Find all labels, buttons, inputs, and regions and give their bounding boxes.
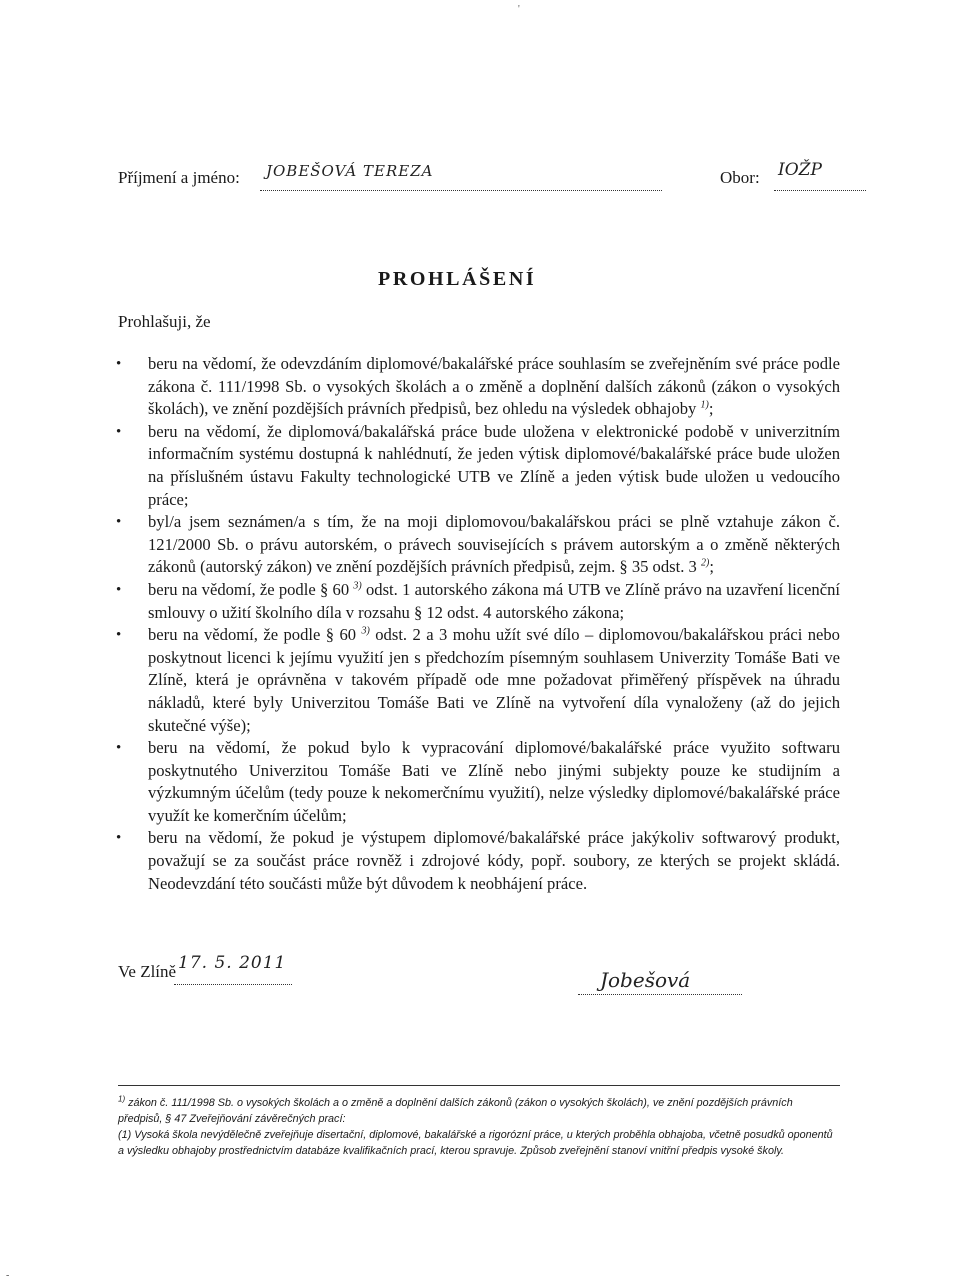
list-item: • beru na vědomí, že podle § 60 $^{3)}$ odst. 2 a 3 mohu užít své dílo – diplomovou/bakalářskou práci nebo poskytnout licenci k jejímu využití jen s předchozím písemným souhlasem Univerzity Tomáše Bati ve Zlíně, která je oprávněna v takovém případě ode mne požadovat přiměřený příspěvek na úhradu nákladů, které byly Univerzitou Tomáše Bati ve Zlíně na vytvoření díla vynaloženy (až do jejich skutečné výše); xyxy=(116,624,840,737)
document-title: PROHLÁŠENÍ xyxy=(378,268,537,290)
field-label: Obor: xyxy=(720,168,760,187)
place-label: Ve Zlíně xyxy=(118,962,177,981)
date-handwritten: 17. 5. 2011 xyxy=(178,953,287,973)
list-item: • beru na vědomí, že odevzdáním diplomové/bakalářské práce souhlasím se zveřejněním své práce podle zákona č. 111/1998 Sb. o vysokých školách a o změně a doplnění dalších zákonů (zákon o vysokých školách), ve znění pozdějších právních předpisů, bez ohledu na výsledek obhajoby $^{1)}$; xyxy=(116,353,840,421)
list-item: • beru na vědomí, že diplomová/bakalářská práce bude uložena v elektronické podobě v univerzitním informačním systému dostupná k nahlédnutí, že jeden výtisk diplomové/bakalářské práce bude uložen na příslušném ústavu Fakulty technologické UTB ve Zlíně a jeden výtisk bude uložen u vedoucího práce; xyxy=(116,421,840,511)
intro-text: Prohlašuji, že xyxy=(118,312,211,331)
field-handwritten: IOŽP xyxy=(778,160,822,180)
scan-speck-mark: - xyxy=(6,1270,10,1281)
list-item: • beru na vědomí, že pokud bylo k vypracování diplomové/bakalářské práce využito softwaru poskytnutého Univerzitou Tomáše Bati ve Zlíně nebo jinými subjekty pouze ke studijním a výzkumným účelům (tedy pouze k nekomerčnímu využití), nelze výsledky diplomové/bakalářské práce využít ke komerčním účelům; xyxy=(116,737,840,827)
footnote-1-continuation: (1) Vysoká škola nevýdělečně zveřejňuje disertační, diplomové, bakalářské a rigorózní práce, u kterých proběhla obhajoba, včetně posudků oponentů a výsledku obhajoby prostřednictvím databáze kvalifikačních prací, kterou spravuje. Způsob zveřejnění stanoví vnitřní předpis vysoké školy. xyxy=(118,1129,833,1157)
list-item: • byl/a jsem seznámen/a s tím, že na moji diplomovou/bakalářskou práci se plně vztahuje zákon č. 121/2000 Sb. o právu autorském, o právech souvisejících s právem autorským a o změně některých zákonů (autorský zákon) ve znění pozdějších právních předpisů, zejm. § 35 odst. 3 $^{2)}$; xyxy=(116,511,840,579)
signature-handwritten: Jobešová xyxy=(600,968,691,992)
name-label: Příjmení a jméno: xyxy=(118,168,240,187)
list-item: • beru na vědomí, že podle § 60 $^{3)}$ odst. 1 autorského zákona má UTB ve Zlíně právo na uzavření licenční smlouvy o užití školního díla v rozsahu § 12 odst. 4 autorského zákona; xyxy=(116,579,840,624)
declaration-list xyxy=(116,353,840,895)
name-handwritten: JOBEŠOVÁ TEREZA xyxy=(266,162,434,180)
footnote-divider xyxy=(118,1085,840,1086)
footnotes xyxy=(118,1095,840,1159)
list-item: • beru na vědomí, že pokud je výstupem diplomové/bakalářské práce jakýkoliv softwarový produkt, považují se za součást práce rovněž i zdrojové kódy, popř. soubory, ze kterých se projekt skládá. Neodevzdání této součásti může být důvodem k neobhájení práce. xyxy=(116,827,840,895)
header-line xyxy=(118,160,866,198)
footnote-1: $^{1)}$ zákon č. 111/1998 Sb. o vysokých školách a o změně a doplnění dalších zákonů (zákon o vysokých školách), ve znění pozdějších právních předpisů, § 47 Zveřejňování závěrečných prací: xyxy=(118,1094,793,1125)
scan-speck-mark: ' xyxy=(518,4,520,15)
